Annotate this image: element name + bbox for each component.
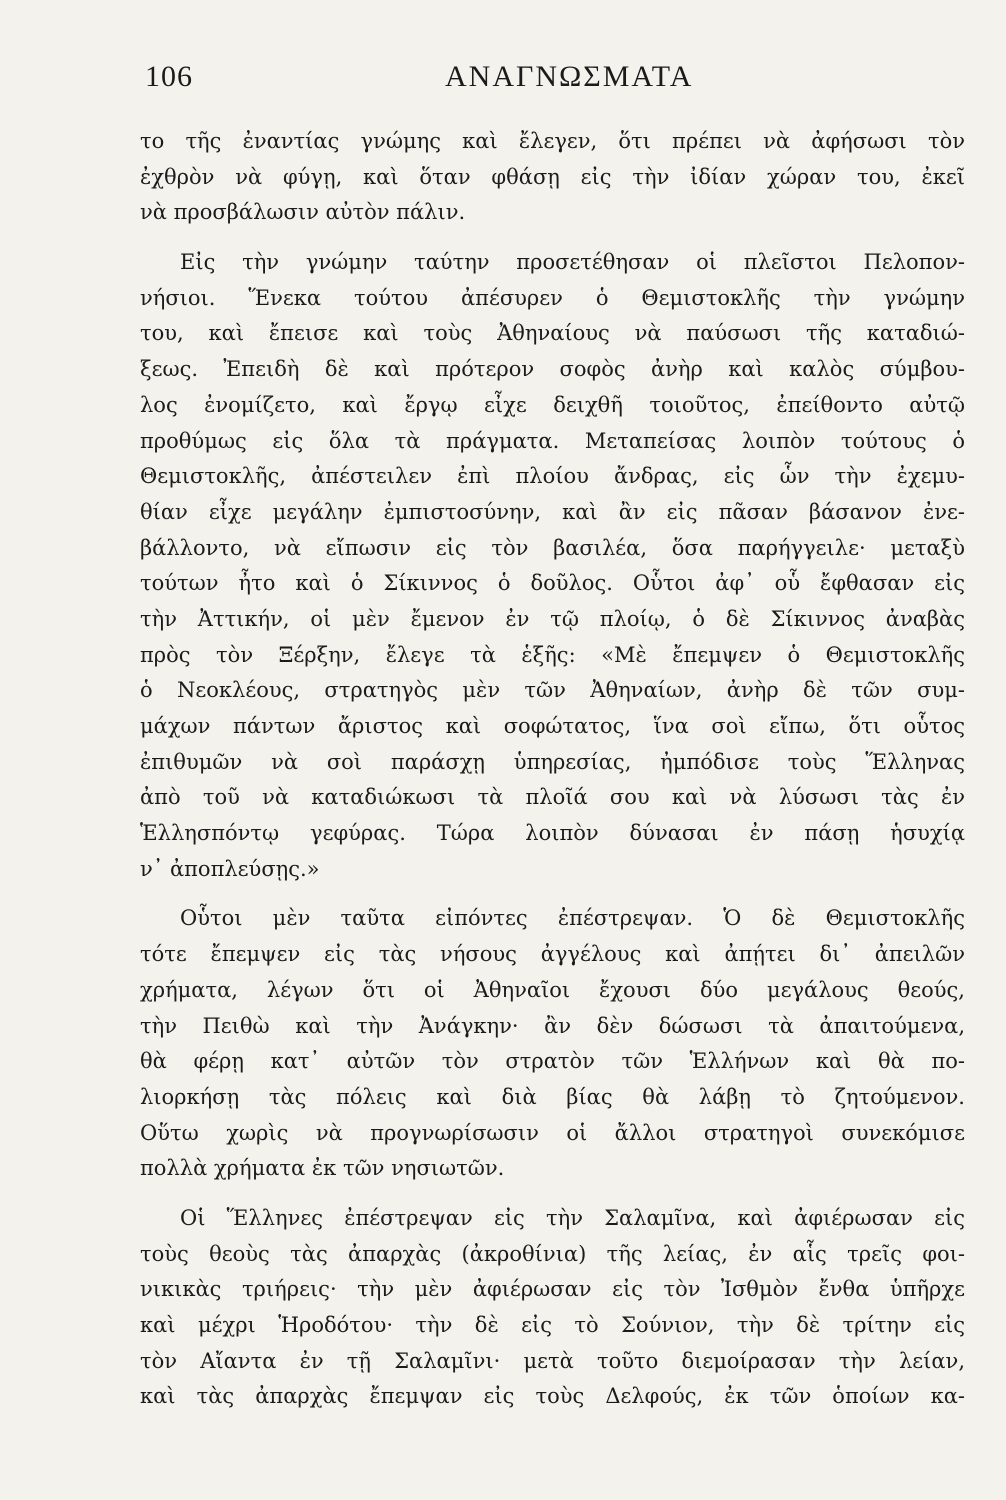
- text-line: λος ἐνομίζετο, καὶ ἔργῳ εἶχε δειχθῆ τοιοῦτος, ἐπείθοντο αὐτῷ: [140, 392, 965, 417]
- text-line: καὶ μέχρι Ἡροδότου· τὴν δὲ εἰς τὸ Σούνιον, τὴν δὲ τρίτην εἰς: [140, 1313, 965, 1337]
- text-line: Εἰς τὴν γνώμην ταύτην προσετέθησαν οἱ πλεῖστοι Πελοπον-: [180, 250, 965, 275]
- text-line: καὶ τὰς ἀπαρχὰς ἔπεμψαν εἰς τοὺς Δελφούς, ἐκ τῶν ὁποίων κα-: [140, 1384, 965, 1409]
- paragraph: [140, 901, 965, 1187]
- page-number: 106: [145, 60, 193, 93]
- text-line: Οὗτοι μὲν ταῦτα εἰπόντες ἐπέστρεψαν. Ὁ δὲ Θεμιστοκλῆς: [180, 906, 965, 931]
- text-line: Ἑλλησπόντῳ γεφύρας. Τώρα λοιπὸν δύνασαι ἐν πάσῃ ἡσυχίᾳ: [140, 821, 965, 846]
- text-line: νήσιοι. Ἕνεκα τούτου ἀπέσυρεν ὁ Θεμιστοκλῆς τὴν γνώμην: [140, 285, 965, 310]
- text-line: τὸν Αἴαντα ἐν τῇ Σαλαμῖνι· μετὰ τοῦτο διεμοίρασαν τὴν λείαν,: [140, 1348, 965, 1373]
- text-line: μάχων πάντων ἄριστος καὶ σοφώτατος, ἵνα σοὶ εἴπω, ὅτι οὗτος: [140, 714, 965, 738]
- text-line: θίαν εἶχε μεγάλην ἐμπιστοσύνην, καὶ ἂν εἰς πᾶσαν βάσανον ἐνε-: [140, 499, 965, 524]
- body-text: [140, 124, 965, 1415]
- text-line: τότε ἔπεμψεν εἰς τὰς νήσους ἀγγέλους καὶ ἀπῄτει δι᾽ ἀπειλῶν: [140, 942, 965, 967]
- text-line: πρὸς τὸν Ξέρξην, ἔλεγε τὰ ἑξῆς: «Μὲ ἔπεμψεν ὁ Θεμιστοκλῆς: [140, 642, 965, 667]
- text-line: Θεμιστοκλῆς, ἀπέστειλεν ἐπὶ πλοίου ἄνδρας, εἰς ὧν τὴν ἐχεμυ-: [140, 464, 965, 489]
- text-line: τούτων ἦτο καὶ ὁ Σίκιννος ὁ δοῦλος. Οὗτοι ἀφ᾽ οὗ ἔφθασαν εἰς: [140, 571, 965, 596]
- text-line: νικικὰς τριήρεις· τὴν μὲν ἀφιέρωσαν εἰς τὸν Ἰσθμὸν ἔνθα ὑπῆρχε: [140, 1277, 965, 1302]
- text-line: το τῆς ἐναντίας γνώμης καὶ ἔλεγεν, ὅτι πρέπει νὰ ἀφήσωσι τὸν: [140, 129, 965, 153]
- text-line: προθύμως εἰς ὅλα τὰ πράγματα. Μεταπείσας λοιπὸν τούτους ὁ: [140, 428, 965, 453]
- text-line: ἀπὸ τοῦ νὰ καταδιώκωσι τὰ πλοῖά σου καὶ νὰ λύσωσι τὰς ἐν: [140, 785, 965, 810]
- text-line: του, καὶ ἔπεισε καὶ τοὺς Ἀθηναίους νὰ παύσωσι τῆς καταδιώ-: [140, 321, 965, 346]
- text-line: τὴν Πειθὼ καὶ τὴν Ἀνάγκην· ἂν δὲν δώσωσι τὰ ἀπαιτούμενα,: [140, 1013, 965, 1038]
- text-line: βάλλοντο, νὰ εἴπωσιν εἰς τὸν βασιλέα, ὅσα παρήγγειλε· μεταξὺ: [140, 535, 965, 560]
- text-line: Οὕτω χωρὶς νὰ προγνωρίσωσιν οἱ ἄλλοι στρατηγοὶ συνεκόμισε: [140, 1120, 965, 1145]
- text-line: ἐπιθυμῶν νὰ σοὶ παράσχῃ ὑπηρεσίας, ἠμπόδισε τοὺς Ἕλληνας: [140, 749, 965, 774]
- running-head: ΑΝΑΓΝΩΣΜΑΤΑ: [445, 60, 694, 93]
- text-line: πολλὰ χρήματα ἐκ τῶν νησιωτῶν.: [140, 1156, 505, 1181]
- text-line: ξεως. Ἐπειδὴ δὲ καὶ πρότερον σοφὸς ἀνὴρ καὶ καλὸς σύμβου-: [140, 357, 965, 382]
- paragraph: [140, 124, 965, 231]
- paragraph: [140, 245, 965, 887]
- text-line: ἐχθρὸν νὰ φύγῃ, καὶ ὅταν φθάσῃ εἰς τὴν ἰδίαν χώραν του, ἐκεῖ: [140, 164, 965, 189]
- text-line: ὁ Νεοκλέους, στρατηγὸς μὲν τῶν Ἀθηναίων, ἀνὴρ δὲ τῶν συμ-: [140, 678, 965, 703]
- text-line: θὰ φέρῃ κατ᾽ αὐτῶν τὸν στρατὸν τῶν Ἑλλήνων καὶ θὰ πο-: [140, 1049, 965, 1074]
- text-line: λιορκήσῃ τὰς πόλεις καὶ διὰ βίας θὰ λάβῃ τὸ ζητούμενον.: [140, 1084, 965, 1109]
- text-line: Οἱ Ἕλληνες ἐπέστρεψαν εἰς τὴν Σαλαμῖνα, καὶ ἀφιέρωσαν εἰς: [180, 1205, 965, 1230]
- text-line: χρήματα, λέγων ὅτι οἱ Ἀθηναῖοι ἔχουσι δύο μεγάλους θεούς,: [140, 977, 965, 1002]
- text-line: ν᾽ ἀποπλεύσῃς.»: [140, 856, 320, 881]
- text-line: τὴν Ἀττικήν, οἱ μὲν ἔμενον ἐν τῷ πλοίῳ, ὁ δὲ Σίκιννος ἀναβὰς: [140, 606, 965, 631]
- text-line: νὰ προσβάλωσιν αὐτὸν πάλιν.: [140, 200, 466, 225]
- page-header: [145, 60, 890, 100]
- paragraph: [140, 1201, 965, 1415]
- text-line: τοὺς θεοὺς τὰς ἀπαρχὰς (ἀκροθίνια) τῆς λείας, ἐν αἷς τρεῖς φοι-: [140, 1241, 965, 1266]
